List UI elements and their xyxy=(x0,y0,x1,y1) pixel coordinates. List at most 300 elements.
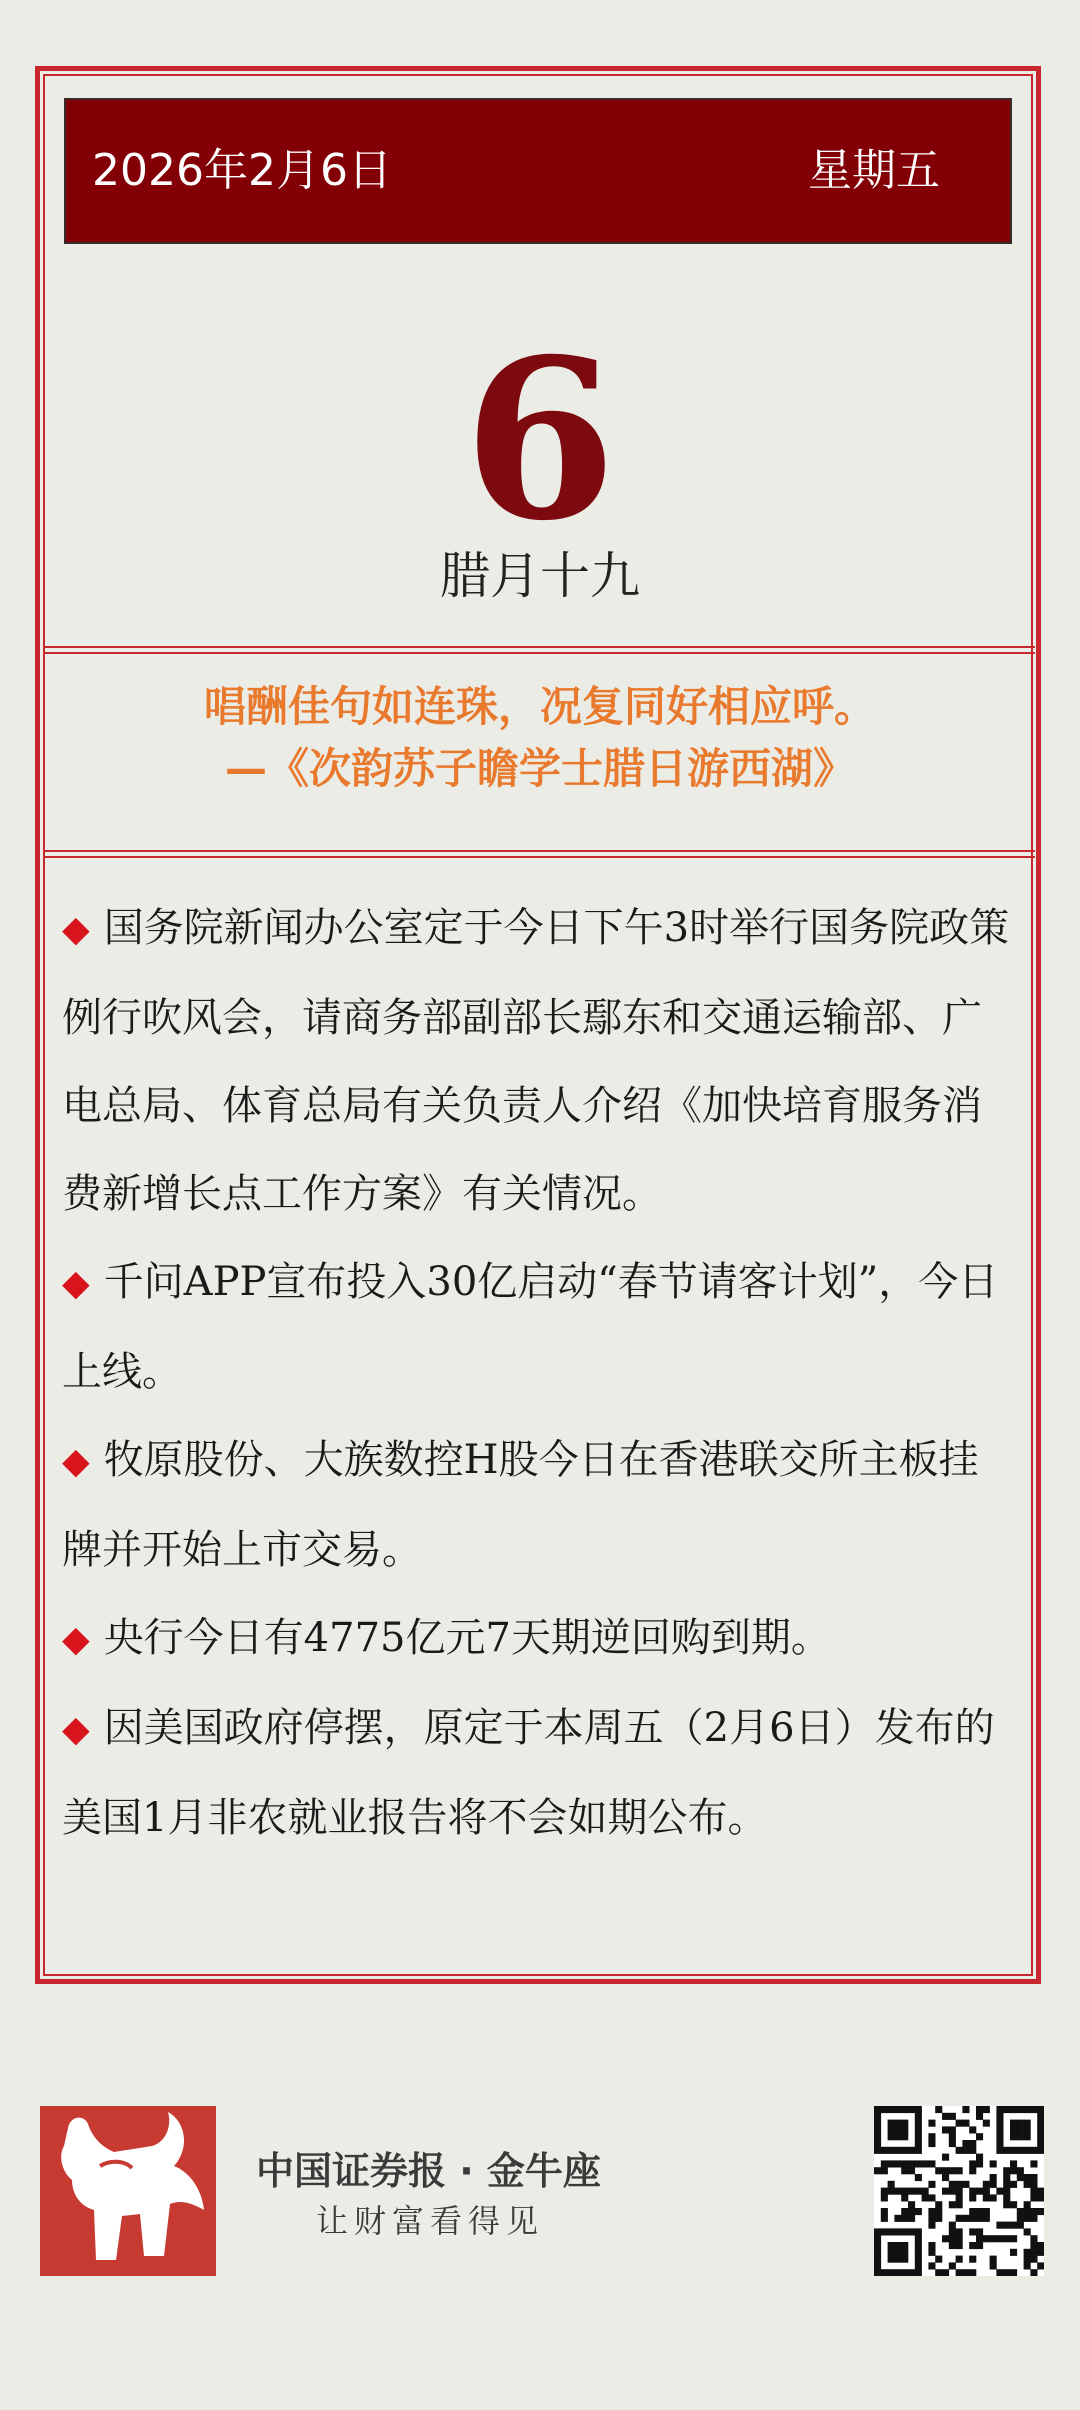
qr-module xyxy=(901,2215,908,2222)
qr-module xyxy=(983,2194,990,2201)
qr-module xyxy=(956,2256,963,2263)
qr-module xyxy=(908,2167,915,2174)
qr-module xyxy=(915,2262,922,2269)
qr-module xyxy=(894,2188,901,2195)
qr-module xyxy=(888,2147,895,2154)
qr-module xyxy=(901,2194,908,2201)
brand-slogan: 让财富看得见 xyxy=(316,2202,545,2240)
qr-module xyxy=(1003,2201,1010,2208)
qr-module xyxy=(1017,2215,1024,2222)
day-number: 6 xyxy=(463,310,617,569)
qr-module xyxy=(983,2181,990,2188)
qr-module xyxy=(1010,2167,1017,2174)
qr-module xyxy=(1024,2201,1031,2208)
qr-module xyxy=(949,2133,956,2140)
qr-module xyxy=(1024,2208,1031,2215)
qr-module xyxy=(915,2113,922,2120)
qr-module xyxy=(962,2269,969,2276)
qr-module xyxy=(1037,2208,1044,2215)
qr-module xyxy=(928,2222,935,2229)
news-item xyxy=(62,1238,1012,1416)
qr-module xyxy=(935,2215,942,2222)
news-text: 国务院新闻办公室定于今日下午3时举行国务院政策例行吹风会，请商务部副部长鄢东和交通运输部、广电总局、体育总局有关负责人介绍《加快培育服务消费新增长点工作方案》有关情况。 xyxy=(62,905,1010,1217)
qr-module xyxy=(915,2188,922,2195)
qr-module xyxy=(996,2269,1003,2276)
qr-module xyxy=(915,2228,922,2235)
qr-module xyxy=(956,2120,963,2127)
qr-module xyxy=(1003,2181,1010,2188)
qr-module xyxy=(908,2208,915,2215)
qr-module xyxy=(908,2160,915,2167)
qr-module xyxy=(928,2249,935,2256)
qr-module xyxy=(990,2235,997,2242)
qr-module xyxy=(894,2147,901,2154)
qr-module xyxy=(996,2147,1003,2154)
qr-module xyxy=(996,2140,1003,2147)
qr-module xyxy=(969,2188,976,2195)
qr-module xyxy=(908,2269,915,2276)
lunar-date: 腊月十九 xyxy=(440,547,640,605)
qr-module xyxy=(901,2126,908,2133)
qr-module xyxy=(1030,2208,1037,2215)
qr-module xyxy=(935,2201,942,2208)
poem-source: —《次韵苏子瞻学士腊日游西湖》 xyxy=(224,744,855,793)
news-text: 央行今日有4775亿元7天期逆回购到期。 xyxy=(103,1615,831,1661)
qr-module xyxy=(1024,2249,1031,2256)
poem-line: 唱酬佳句如连珠，况复同好相应呼。 xyxy=(203,682,876,731)
qr-module xyxy=(1030,2194,1037,2201)
qr-module xyxy=(901,2147,908,2154)
qr-module xyxy=(922,2194,929,2201)
qr-module xyxy=(908,2147,915,2154)
qr-module xyxy=(976,2113,983,2120)
qr-module xyxy=(956,2201,963,2208)
qr-module xyxy=(881,2188,888,2195)
qr-module xyxy=(942,2188,949,2195)
qr-module xyxy=(928,2194,935,2201)
date-header xyxy=(64,98,1012,244)
qr-module xyxy=(1024,2228,1031,2235)
qr-module xyxy=(996,2113,1003,2120)
qr-module xyxy=(969,2242,976,2249)
qr-module xyxy=(1010,2201,1017,2208)
qr-module xyxy=(969,2256,976,2263)
qr-module xyxy=(908,2106,915,2113)
qr-module xyxy=(983,2208,990,2215)
qr-module xyxy=(874,2133,881,2140)
qr-module xyxy=(969,2194,976,2201)
qr-module xyxy=(894,2120,901,2127)
qr-module xyxy=(983,2235,990,2242)
qr-module xyxy=(874,2256,881,2263)
qr-module xyxy=(990,2262,997,2269)
news-text: 牧原股份、大族数控H股今日在香港联交所主板挂牌并开始上市交易。 xyxy=(62,1437,979,1573)
qr-module xyxy=(901,2228,908,2235)
qr-module xyxy=(942,2113,949,2120)
qr-module xyxy=(915,2269,922,2276)
diamond-bullet-icon: ◆ xyxy=(62,1709,90,1750)
qr-module xyxy=(1030,2242,1037,2249)
qr-module xyxy=(1010,2160,1017,2167)
qr-module xyxy=(935,2208,942,2215)
qr-module xyxy=(976,2228,983,2235)
qr-module xyxy=(956,2167,963,2174)
bull-icon xyxy=(40,2106,216,2276)
qr-module xyxy=(874,2126,881,2133)
qr-module xyxy=(908,2215,915,2222)
qr-module xyxy=(1030,2215,1037,2222)
qr-module xyxy=(956,2181,963,2188)
qr-module xyxy=(1024,2262,1031,2269)
qr-module xyxy=(915,2147,922,2154)
qr-module xyxy=(1003,2222,1010,2229)
qr-module xyxy=(888,2160,895,2167)
qr-module xyxy=(1010,2235,1017,2242)
qr-module xyxy=(894,2269,901,2276)
qr-module xyxy=(956,2235,963,2242)
qr-module xyxy=(996,2106,1003,2113)
qr-module xyxy=(935,2269,942,2276)
qr-module xyxy=(962,2215,969,2222)
brand-name: 中国证券报 · 金牛座 xyxy=(256,2149,601,2193)
qr-module xyxy=(901,2249,908,2256)
qr-module xyxy=(894,2106,901,2113)
diamond-bullet-icon: ◆ xyxy=(62,909,90,950)
qr-module xyxy=(976,2154,983,2161)
qr-module xyxy=(990,2256,997,2263)
qr-module xyxy=(942,2235,949,2242)
qr-module xyxy=(915,2106,922,2113)
qr-module xyxy=(888,2269,895,2276)
qr-module xyxy=(1003,2188,1010,2195)
qr-module xyxy=(1037,2262,1044,2269)
qr-module xyxy=(1010,2181,1017,2188)
qr-module xyxy=(928,2262,935,2269)
qr-module xyxy=(1024,2174,1031,2181)
qr-module xyxy=(1037,2133,1044,2140)
qr-module xyxy=(1037,2126,1044,2133)
qr-module xyxy=(990,2194,997,2201)
qr-module xyxy=(949,2188,956,2195)
qr-module xyxy=(942,2154,949,2161)
qr-module xyxy=(949,2140,956,2147)
qr-module xyxy=(915,2133,922,2140)
qr-module xyxy=(928,2133,935,2140)
qr-module xyxy=(935,2256,942,2263)
qr-module xyxy=(888,2256,895,2263)
qr-module xyxy=(949,2262,956,2269)
qr-module xyxy=(908,2201,915,2208)
qr-module xyxy=(942,2174,949,2181)
qr-module xyxy=(922,2160,929,2167)
qr-module xyxy=(901,2242,908,2249)
qr-module xyxy=(1024,2133,1031,2140)
poem-quote xyxy=(0,676,1080,800)
qr-module xyxy=(915,2140,922,2147)
qr-module xyxy=(894,2126,901,2133)
qr-module xyxy=(976,2133,983,2140)
qr-module xyxy=(894,2228,901,2235)
qr-module xyxy=(969,2160,976,2167)
qr-module xyxy=(956,2215,963,2222)
qr-module xyxy=(1037,2147,1044,2154)
qr-module xyxy=(874,2120,881,2127)
qr-module xyxy=(1010,2147,1017,2154)
qr-module xyxy=(888,2249,895,2256)
qr-module xyxy=(1017,2106,1024,2113)
qr-module xyxy=(915,2256,922,2263)
qr-module xyxy=(976,2106,983,2113)
news-text: 因美国政府停摆，原定于本周五（2月6日）发布的美国1月非农就业报告将不会如期公布。 xyxy=(62,1705,995,1841)
qr-module xyxy=(956,2188,963,2195)
qr-module xyxy=(983,2188,990,2195)
qr-module xyxy=(1037,2194,1044,2201)
qr-module xyxy=(1037,2120,1044,2127)
qr-module xyxy=(983,2106,990,2113)
qr-module xyxy=(1030,2181,1037,2188)
qr-module xyxy=(1024,2215,1031,2222)
qr-module xyxy=(874,2249,881,2256)
qr-module xyxy=(874,2106,881,2113)
qr-module xyxy=(935,2167,942,2174)
header-date: 2026年2月6日 xyxy=(92,145,392,196)
news-item xyxy=(62,1684,1012,1862)
qr-module xyxy=(908,2228,915,2235)
qr-module xyxy=(928,2215,935,2222)
qr-module xyxy=(1003,2174,1010,2181)
qr-module xyxy=(928,2120,935,2127)
qr-module xyxy=(1030,2106,1037,2113)
diamond-bullet-icon: ◆ xyxy=(62,1263,90,1304)
qr-module xyxy=(996,2188,1003,2195)
qr-module xyxy=(894,2133,901,2140)
qr-module xyxy=(1010,2222,1017,2229)
qr-module xyxy=(949,2126,956,2133)
qr-module xyxy=(949,2167,956,2174)
qr-module xyxy=(976,2215,983,2222)
qr-module xyxy=(901,2120,908,2127)
qr-module xyxy=(1017,2120,1024,2127)
news-text: 千问APP宣布投入30亿启动“春节请客计划”，今日上线。 xyxy=(62,1259,999,1395)
qr-module xyxy=(990,2181,997,2188)
qr-module xyxy=(1037,2242,1044,2249)
qr-module xyxy=(888,2133,895,2140)
qr-module xyxy=(962,2120,969,2127)
qr-module xyxy=(901,2160,908,2167)
qr-module xyxy=(949,2201,956,2208)
qr-module xyxy=(956,2194,963,2201)
qr-module xyxy=(949,2113,956,2120)
qr-module xyxy=(1037,2140,1044,2147)
qr-module xyxy=(881,2269,888,2276)
qr-module xyxy=(942,2269,949,2276)
qr-module xyxy=(962,2106,969,2113)
qr-module xyxy=(1017,2126,1024,2133)
qr-module xyxy=(888,2228,895,2235)
qr-module xyxy=(962,2147,969,2154)
qr-module xyxy=(908,2188,915,2195)
qr-module xyxy=(1024,2256,1031,2263)
qr-module xyxy=(901,2269,908,2276)
qr-module xyxy=(1010,2133,1017,2140)
qr-module xyxy=(894,2249,901,2256)
qr-module xyxy=(983,2120,990,2127)
qr-module xyxy=(1017,2174,1024,2181)
divider xyxy=(45,856,1035,858)
qr-module xyxy=(874,2147,881,2154)
qr-module xyxy=(969,2147,976,2154)
qr-module xyxy=(1030,2147,1037,2154)
qr-module xyxy=(881,2194,888,2201)
qr-module xyxy=(874,2235,881,2242)
diamond-bullet-icon: ◆ xyxy=(62,1619,90,1660)
qr-module xyxy=(881,2167,888,2174)
qr-module xyxy=(888,2106,895,2113)
qr-module xyxy=(976,2188,983,2195)
qr-module xyxy=(915,2208,922,2215)
qr-module xyxy=(990,2174,997,2181)
qr-module xyxy=(1017,2222,1024,2229)
qr-module xyxy=(1003,2167,1010,2174)
qr-module xyxy=(1024,2181,1031,2188)
qr-module xyxy=(928,2208,935,2215)
qr-module xyxy=(1010,2120,1017,2127)
qr-module xyxy=(894,2215,901,2222)
qr-module xyxy=(942,2126,949,2133)
qr-module xyxy=(942,2167,949,2174)
qr-module xyxy=(969,2269,976,2276)
qr-module xyxy=(1003,2194,1010,2201)
qr-module xyxy=(888,2120,895,2127)
qr-module xyxy=(915,2160,922,2167)
qr-module xyxy=(874,2140,881,2147)
qr-module xyxy=(976,2208,983,2215)
qr-module xyxy=(901,2188,908,2195)
qr-module xyxy=(888,2242,895,2249)
qr-module xyxy=(888,2126,895,2133)
qr-module xyxy=(1024,2147,1031,2154)
qr-module xyxy=(881,2147,888,2154)
qr-module xyxy=(901,2133,908,2140)
qr-module xyxy=(949,2228,956,2235)
qr-module xyxy=(928,2140,935,2147)
qr-module xyxy=(996,2235,1003,2242)
qr-module xyxy=(874,2269,881,2276)
qr-module xyxy=(1037,2113,1044,2120)
qr-module xyxy=(901,2208,908,2215)
qr-module xyxy=(969,2208,976,2215)
divider xyxy=(45,850,1035,852)
qr-module xyxy=(1024,2106,1031,2113)
qr-module xyxy=(976,2160,983,2167)
qr-module xyxy=(1017,2133,1024,2140)
qr-module xyxy=(915,2174,922,2181)
qr-module xyxy=(915,2126,922,2133)
news-item xyxy=(62,884,1012,1238)
qr-module xyxy=(949,2235,956,2242)
qr-module xyxy=(962,2140,969,2147)
qr-module xyxy=(922,2188,929,2195)
qr-module xyxy=(888,2181,895,2188)
qr-module xyxy=(1037,2249,1044,2256)
qr-module xyxy=(881,2215,888,2222)
qr-module xyxy=(1017,2147,1024,2154)
qr-module xyxy=(881,2228,888,2235)
qr-module xyxy=(1010,2249,1017,2256)
qr-module xyxy=(990,2160,997,2167)
qr-module xyxy=(949,2242,956,2249)
qr-module xyxy=(1024,2126,1031,2133)
qr-module xyxy=(901,2256,908,2263)
qr-module xyxy=(983,2215,990,2222)
qr-module xyxy=(881,2208,888,2215)
qr-module xyxy=(956,2269,963,2276)
qr-module xyxy=(1030,2188,1037,2195)
divider xyxy=(45,652,1035,654)
qr-module xyxy=(962,2181,969,2188)
qr-module xyxy=(996,2126,1003,2133)
qr-code-icon xyxy=(874,2106,1044,2276)
qr-module xyxy=(901,2167,908,2174)
qr-module xyxy=(1017,2167,1024,2174)
qr-module xyxy=(1010,2269,1017,2276)
qr-module xyxy=(996,2133,1003,2140)
qr-module xyxy=(935,2106,942,2113)
qr-module xyxy=(969,2167,976,2174)
qr-module xyxy=(894,2242,901,2249)
qr-module xyxy=(1003,2106,1010,2113)
qr-module xyxy=(1003,2235,1010,2242)
qr-module xyxy=(874,2262,881,2269)
qr-module xyxy=(949,2222,956,2229)
qr-module xyxy=(969,2140,976,2147)
news-list xyxy=(62,884,1012,1862)
qr-module xyxy=(1030,2249,1037,2256)
diamond-bullet-icon: ◆ xyxy=(62,1441,90,1482)
qr-module xyxy=(894,2256,901,2263)
qr-module xyxy=(881,2160,888,2167)
qr-module xyxy=(1010,2106,1017,2113)
qr-module xyxy=(969,2126,976,2133)
qr-module xyxy=(1037,2106,1044,2113)
qr-module xyxy=(881,2106,888,2113)
qr-module xyxy=(1024,2120,1031,2127)
qr-module xyxy=(928,2181,935,2188)
qr-module xyxy=(915,2249,922,2256)
qr-module xyxy=(1003,2147,1010,2154)
qr-module xyxy=(1010,2126,1017,2133)
news-item xyxy=(62,1594,1012,1684)
qr-module xyxy=(894,2160,901,2167)
qr-module xyxy=(949,2181,956,2188)
qr-module xyxy=(874,2242,881,2249)
qr-module xyxy=(1030,2235,1037,2242)
qr-module xyxy=(969,2228,976,2235)
qr-module xyxy=(1030,2269,1037,2276)
qr-module xyxy=(996,2120,1003,2127)
qr-module xyxy=(1030,2160,1037,2167)
qr-module xyxy=(915,2242,922,2249)
qr-module xyxy=(1030,2256,1037,2263)
qr-module xyxy=(976,2235,983,2242)
qr-module xyxy=(915,2120,922,2127)
qr-module xyxy=(956,2242,963,2249)
qr-module xyxy=(1017,2208,1024,2215)
divider xyxy=(45,646,1035,648)
qr-module xyxy=(996,2222,1003,2229)
qr-module xyxy=(956,2147,963,2154)
qr-module xyxy=(1037,2188,1044,2195)
